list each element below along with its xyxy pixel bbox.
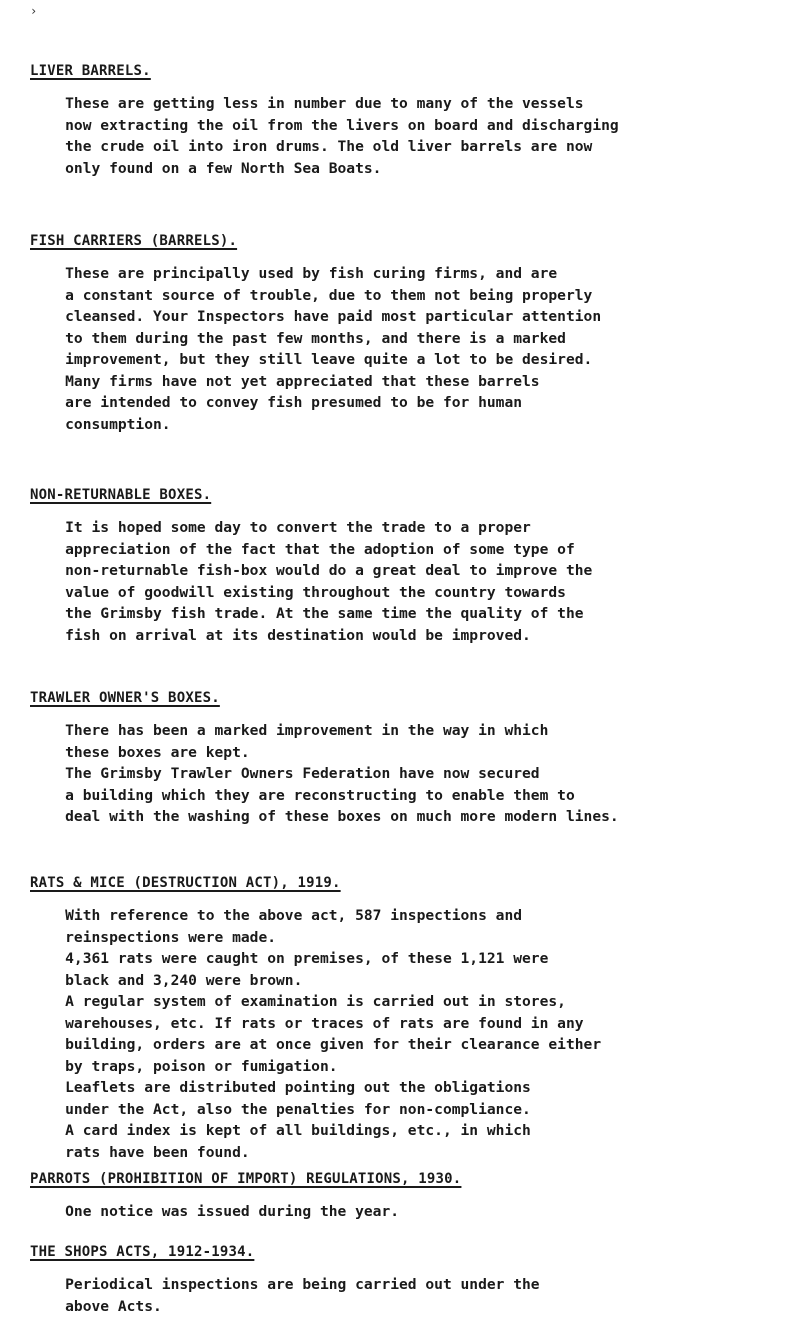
- section-heading: FISH CARRIERS (BARRELS).: [30, 233, 238, 249]
- text-line: Periodical inspections are being carried out under the: [30, 1276, 540, 1293]
- text-line: consumption.: [30, 415, 171, 433]
- text-line: deal with the washing of these boxes on much more modern lines.: [30, 808, 619, 825]
- section-heading: PARROTS (PROHIBITION OF IMPORT) REGULATIONS, 1930.: [30, 1171, 462, 1187]
- section-trawler-owners-boxes: [30, 690, 790, 828]
- text-line: One notice was issued during the year.: [30, 1203, 400, 1220]
- text-line: A card index is kept of all buildings, etc., in which: [30, 1122, 531, 1139]
- text-line: to them during the past few months, and there is a marked: [30, 329, 566, 347]
- text-line: building, orders are at once given for their clearance either: [30, 1036, 602, 1053]
- text-line: these boxes are kept.: [30, 743, 250, 761]
- text-line: Many firms have not yet appreciated that these barrels: [30, 372, 540, 390]
- text-line: a building which they are reconstructing to enable them to: [30, 786, 575, 804]
- section-body: [30, 720, 790, 828]
- section-body: [30, 93, 790, 179]
- text-line: With reference to the above act, 587 inspections and: [30, 907, 523, 924]
- text-line: These are principally used by fish curing firms, and are: [30, 265, 558, 282]
- text-line: reinspections were made.: [30, 928, 277, 946]
- text-line: the Grimsby fish trade. At the same time the quality of the: [30, 605, 584, 622]
- text-line: appreciation of the fact that the adoption of some type of: [30, 540, 575, 558]
- section-heading: LIVER BARRELS.: [30, 63, 151, 79]
- text-line: improvement, but they still leave quite a lot to be desired.: [30, 351, 593, 368]
- section-fish-carriers: [30, 233, 790, 435]
- text-line: only found on a few North Sea Boats.: [30, 159, 382, 177]
- section-heading: RATS & MICE (DESTRUCTION ACT), 1919.: [30, 875, 341, 891]
- text-line: now extracting the oil from the livers on board and discharging: [30, 116, 619, 134]
- text-line: non-returnable fish-box would do a great deal to improve the: [30, 562, 593, 579]
- text-line: fish on arrival at its destination would be improved.: [30, 626, 531, 644]
- text-line: Leaflets are distributed pointing out the obligations: [30, 1079, 531, 1096]
- text-line: value of goodwill existing throughout the country towards: [30, 583, 566, 601]
- section-non-returnable-boxes: [30, 487, 790, 646]
- text-line: A regular system of examination is carried out in stores,: [30, 993, 566, 1010]
- text-line: It is hoped some day to convert the trade to a proper: [30, 519, 531, 536]
- text-line: rats have been found.: [30, 1143, 250, 1161]
- text-line: cleansed. Your Inspectors have paid most particular attention: [30, 308, 602, 325]
- text-line: There has been a marked improvement in the way in which: [30, 722, 549, 739]
- section-body: [30, 517, 790, 646]
- text-line: The Grimsby Trawler Owners Federation have now secured: [30, 765, 540, 782]
- section-body: [30, 263, 790, 435]
- text-line: above Acts.: [30, 1297, 162, 1315]
- section-parrots-regulations: [30, 1171, 790, 1223]
- text-line: are intended to convey fish presumed to be for human: [30, 394, 523, 411]
- section-rats-and-mice: [30, 875, 790, 1163]
- section-liver-barrels: [30, 63, 790, 179]
- text-line: under the Act, also the penalties for non-compliance.: [30, 1100, 531, 1118]
- section-heading: NON-RETURNABLE BOXES.: [30, 487, 212, 503]
- text-line: the crude oil into iron drums. The old liver barrels are now: [30, 138, 593, 155]
- text-line: black and 3,240 were brown.: [30, 971, 303, 989]
- text-line: 4,361 rats were caught on premises, of these 1,121 were: [30, 950, 549, 967]
- text-line: These are getting less in number due to many of the vessels: [30, 95, 584, 112]
- section-shops-acts: [30, 1244, 790, 1317]
- text-line: warehouses, etc. If rats or traces of rats are found in any: [30, 1014, 584, 1032]
- text-line: a constant source of trouble, due to them not being properly: [30, 286, 593, 304]
- section-heading: THE SHOPS ACTS, 1912-1934.: [30, 1244, 255, 1260]
- page-mark: ›: [30, 4, 38, 18]
- section-body: [30, 1201, 790, 1223]
- section-body: [30, 905, 790, 1163]
- section-heading: TRAWLER OWNER'S BOXES.: [30, 690, 220, 706]
- section-body: [30, 1274, 790, 1317]
- text-line: by traps, poison or fumigation.: [30, 1057, 338, 1075]
